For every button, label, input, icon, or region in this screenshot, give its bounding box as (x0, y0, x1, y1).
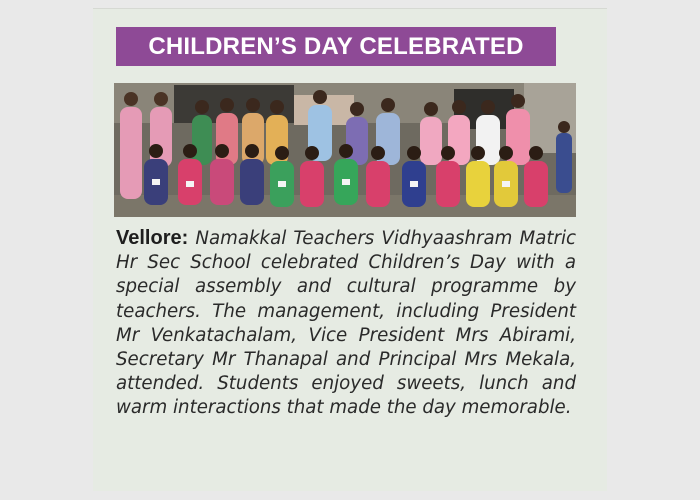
headline: CHILDREN’S DAY CELEBRATED (116, 27, 556, 66)
dateline: Vellore: (116, 227, 189, 249)
group-photo (114, 83, 576, 217)
article-body: Namakkal Teachers Vidhyaashram Matric Hr Sec School celebrated Children’s Day with a special assembly and cultural programme by teachers. The management, including President Mr Venkatachalam, Vice President Mrs Abirami, Secretary Mr Thanapal and Principal Mrs Mekala, attended. Students enjoyed sweets, lunch and warm interactions that made the day memorable. (116, 228, 576, 419)
article-text (116, 226, 576, 421)
